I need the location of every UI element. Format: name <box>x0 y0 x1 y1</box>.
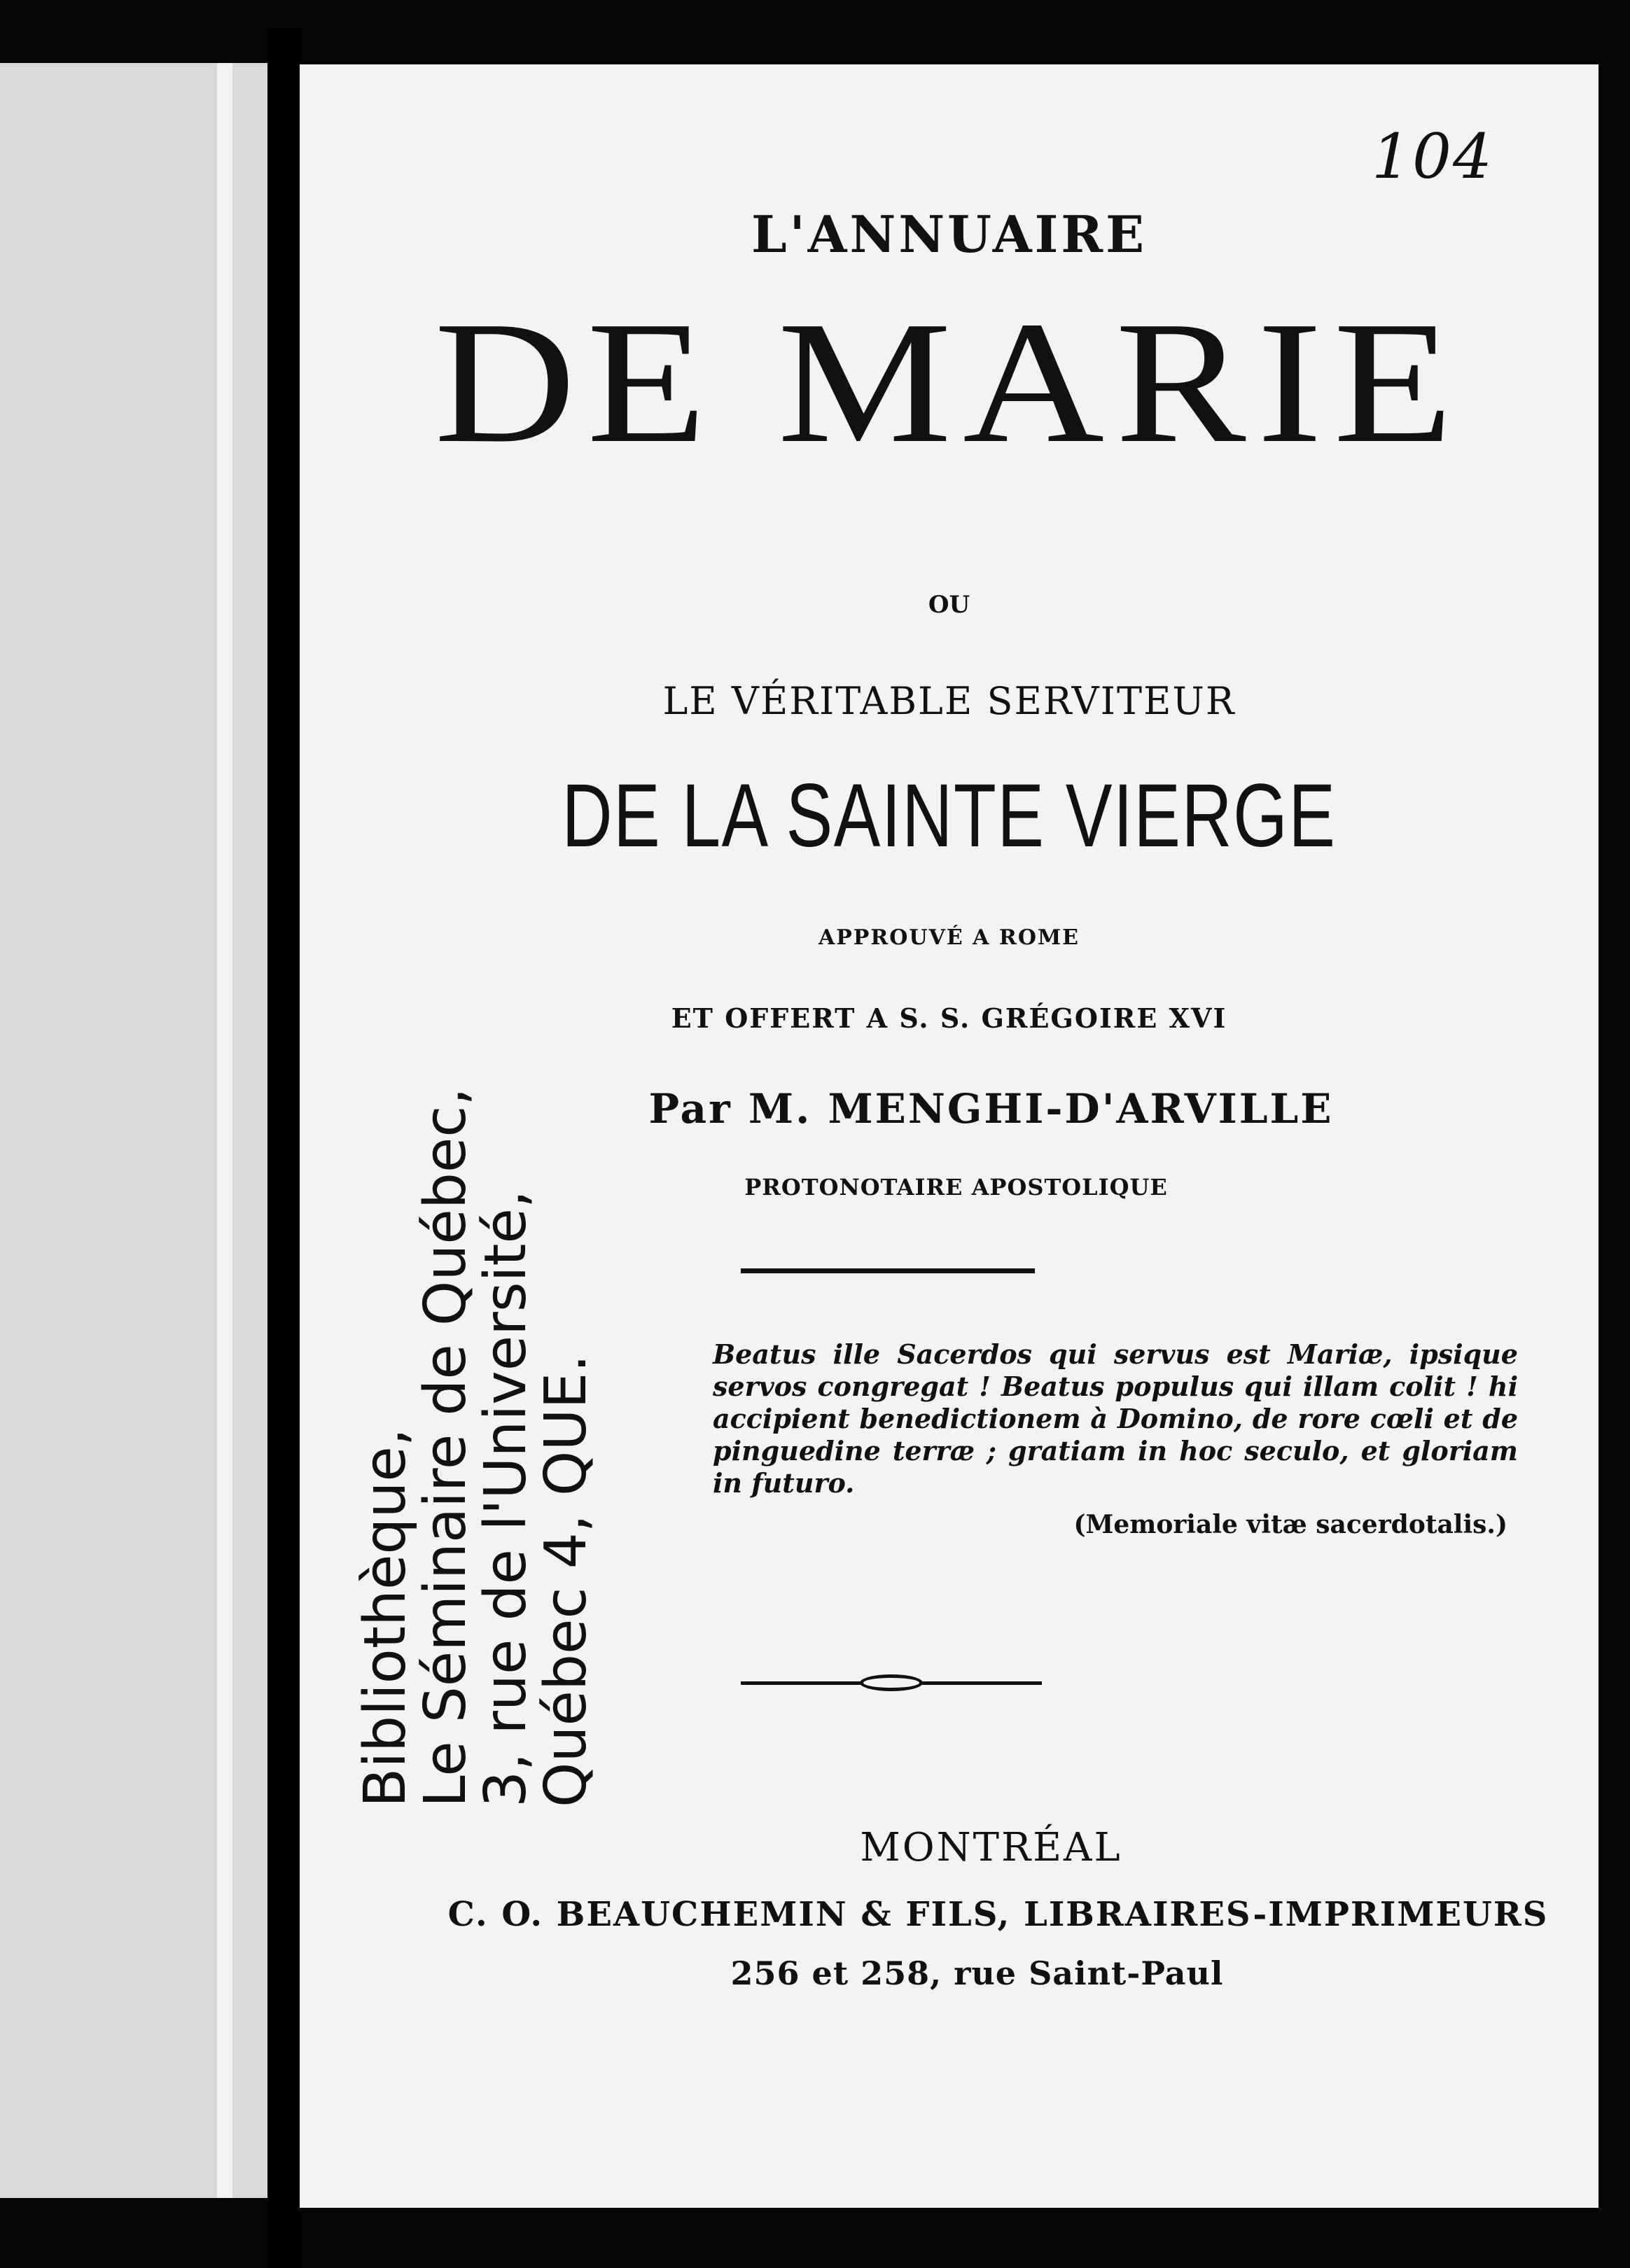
approval-line: APPROUVÉ A ROME <box>818 925 1080 950</box>
author-role: PROTONOTAIRE APOSTOLIQUE <box>744 1174 1168 1200</box>
imprint-address: 256 et 258, rue Saint-Paul <box>730 1954 1224 1992</box>
title-main: DE MARIE <box>434 286 1464 479</box>
stamp-line: Bibliothèque, <box>352 1428 419 1807</box>
stamp-line: 3, rue de l'Université, <box>473 1189 539 1807</box>
stamp-line: Le Séminaire de Québec, <box>412 1087 479 1807</box>
title-subtitle-large: DE LA SAINTE VIERGE <box>562 766 1337 866</box>
dedication-line: ET OFFERT A S. S. GRÉGOIRE XVI <box>671 1002 1227 1034</box>
title-line-annuaire: L'ANNUAIRE <box>751 204 1147 264</box>
title-subtitle: LE VÉRITABLE SERVITEUR <box>662 679 1236 723</box>
divider-rule <box>741 1268 1035 1273</box>
title-page <box>300 64 1598 2208</box>
stamp-line: Québec 4, QUE. <box>533 1354 599 1807</box>
library-stamp <box>352 1087 599 1807</box>
imprint-publisher: C. O. BEAUCHEMIN & FILS, LIBRAIRES-IMPRIMEURS <box>447 1895 1549 1934</box>
title-conjunction: OU <box>928 591 970 619</box>
ornament-icon <box>860 1674 923 1691</box>
epigraph-source: (Memoriale vitæ sacerdotalis.) <box>1073 1510 1507 1539</box>
imprint-city: MONTRÉAL <box>860 1825 1122 1870</box>
epigraph-text: Beatus ille Sacerdos qui servus est Mariæ, ipsique servos congregat ! Beatus populus qui illam colit ! hi accipient benedictionem à Domino, de rore cœli et de pinguedine terræ ; gratiam in hoc seculo, et gloriam in futuro. <box>713 1338 1518 1499</box>
author-name: Par M. MENGHI-D'ARVILLE <box>648 1085 1334 1133</box>
handwritten-number: 104 <box>1372 120 1493 192</box>
